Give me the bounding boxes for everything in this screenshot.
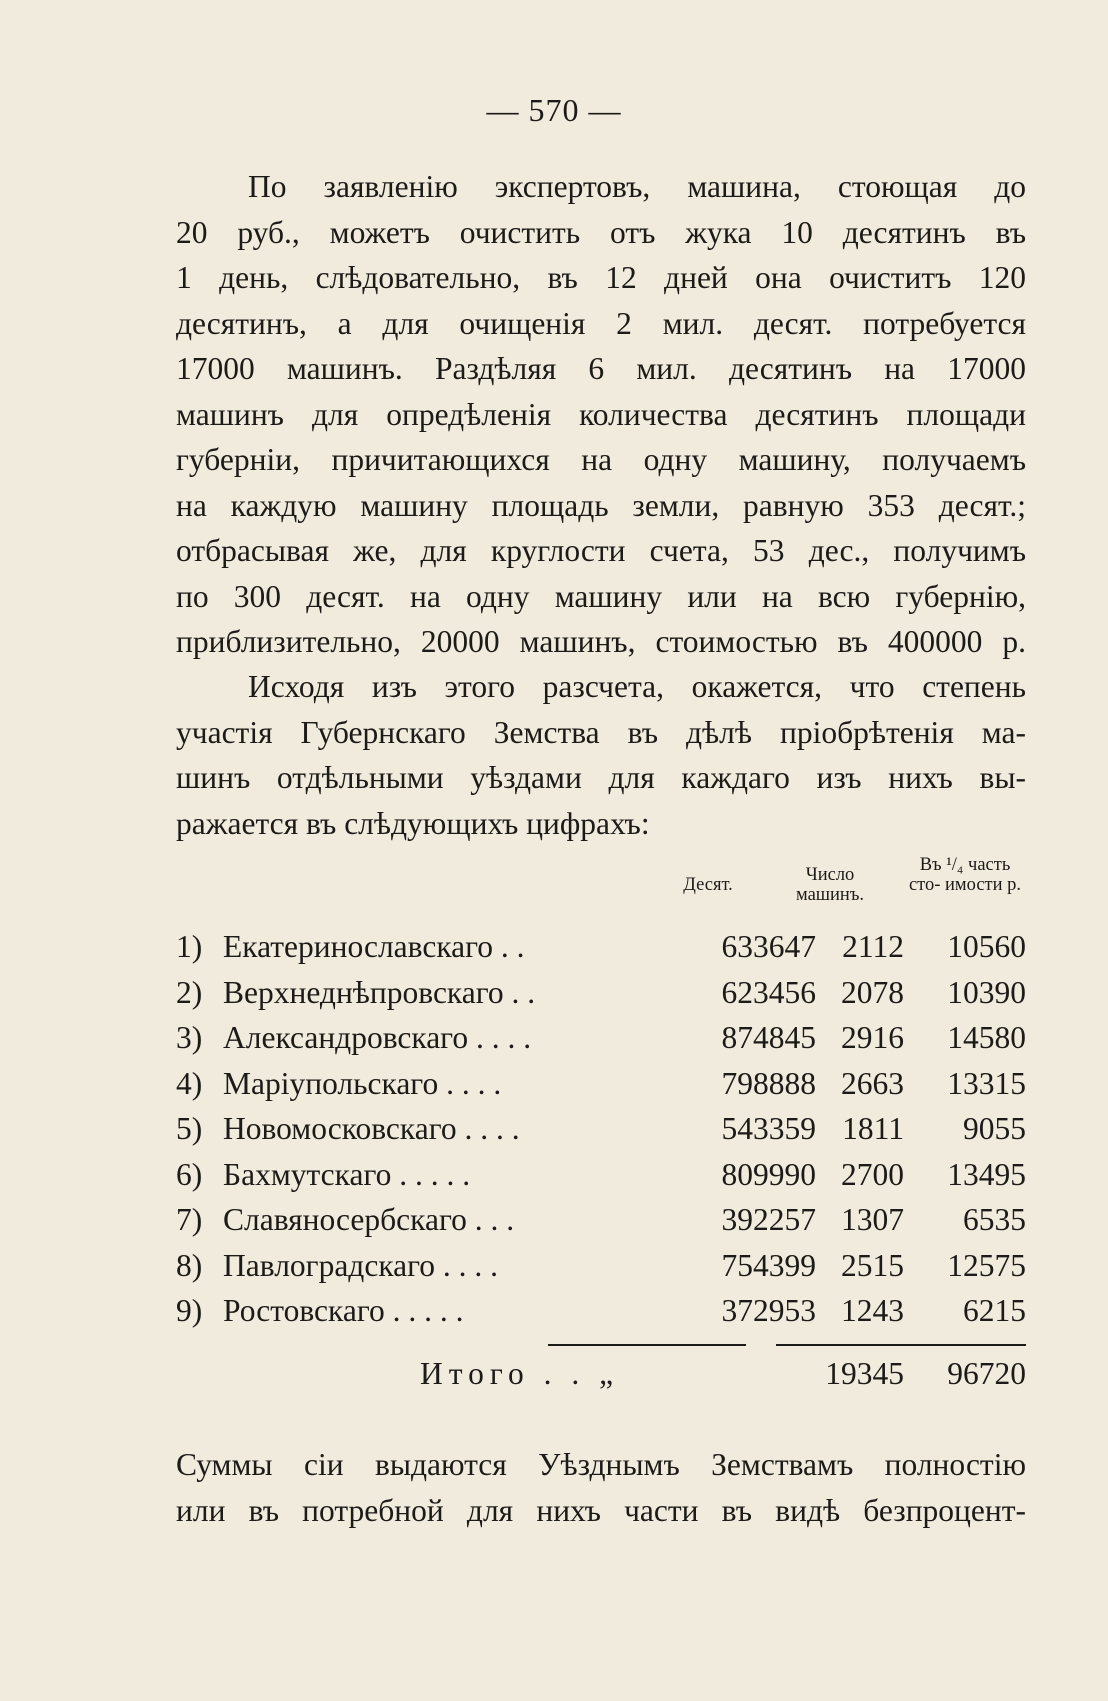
text-line: участія Губернскаго Земства въ дѣлѣ пріобрѣтенія ма-: [176, 714, 1026, 750]
row-index: 8): [176, 1247, 203, 1283]
text-line: Суммы сіи выдаются Уѣзднымъ Земствамъ полностію: [176, 1447, 1026, 1482]
machines-value: 2078: [841, 974, 904, 1010]
text-line: ражается въ слѣдующихъ цифрахъ:: [176, 805, 650, 841]
machines-value: 1307: [841, 1202, 904, 1237]
area-value: 372953: [721, 1293, 816, 1328]
table-row: [176, 1243, 1026, 1289]
district-name: Екатеринославскаго . .: [223, 929, 525, 964]
text-line: 17000 машинъ. Раздѣляя 6 мил. десятинъ на 17000: [176, 351, 1026, 386]
row-index: 6): [176, 1156, 203, 1192]
text-line: приблизительно, 20000 машинъ, стоимостью въ 400000 р.: [176, 624, 1026, 659]
district-name: Новомосковскаго . . . .: [223, 1111, 520, 1146]
district-name: Александровскаго . . . .: [223, 1020, 532, 1055]
machines-value: 2515: [841, 1247, 904, 1283]
area-value: 809990: [721, 1156, 816, 1192]
table-row: [176, 1061, 1026, 1107]
table-row: [176, 1197, 1026, 1243]
area-value: 754399: [721, 1247, 816, 1283]
machines-value: 2663: [841, 1065, 904, 1101]
machines-value: 1243: [841, 1293, 904, 1328]
row-index: 2): [176, 974, 203, 1010]
text-line: По заявленію экспертовъ, машина, стоющая до: [248, 169, 1026, 204]
cost-value: 6535: [963, 1202, 1026, 1237]
paragraph-1: [176, 164, 1026, 665]
table-row: [176, 1288, 1026, 1334]
machines-value: 2916: [841, 1020, 904, 1055]
row-index: 4): [176, 1065, 203, 1101]
paragraph-2: [176, 664, 1026, 846]
district-name: Павлоградскаго . . . .: [223, 1247, 499, 1283]
page-number: — 570 —: [486, 92, 622, 128]
district-name: Ростовскаго . . . . .: [223, 1293, 464, 1328]
text-line: на каждую машину площадь земли, равную 353 десят.;: [176, 487, 1026, 523]
cost-value: 6215: [963, 1293, 1026, 1328]
district-name: Бахмутскаго . . . . .: [223, 1156, 471, 1192]
area-value: 392257: [721, 1202, 816, 1237]
table-row: [176, 1106, 1026, 1152]
cost-value: 9055: [963, 1111, 1026, 1146]
column-header-cost: Въ ¹/₄ часть сто- имости р.: [908, 855, 1022, 895]
row-index: 9): [176, 1293, 203, 1328]
row-index: 7): [176, 1202, 203, 1237]
sum-total-rule: [776, 1344, 1026, 1346]
area-value: 874845: [721, 1020, 816, 1055]
cost-value: 13495: [947, 1156, 1026, 1192]
text-line: губерніи, причитающихся на одну машину, получаемъ: [176, 442, 1026, 477]
text-line: по 300 десят. на одну машину или на всю губернію,: [176, 578, 1026, 614]
cost-value: 12575: [947, 1247, 1026, 1283]
machines-value: 2700: [841, 1156, 904, 1192]
text-line: 1 день, слѣдовательно, въ 12 дней она очиститъ 120: [176, 260, 1026, 295]
text-line: отбрасывая же, для круглости счета, 53 дес., получимъ: [176, 533, 1026, 568]
total-row: [176, 1350, 1026, 1398]
column-header-machines: Число машинъ.: [795, 865, 865, 905]
row-index: 3): [176, 1020, 203, 1055]
total-machines: 19345: [825, 1356, 904, 1391]
area-value: 623456: [721, 974, 816, 1010]
table-row: [176, 970, 1026, 1016]
paragraph-3: [176, 1442, 1026, 1533]
district-name: Славяносербскаго . . .: [223, 1202, 515, 1237]
row-index: 5): [176, 1111, 203, 1146]
machines-value: 2112: [842, 929, 904, 964]
table-row: [176, 924, 1026, 970]
district-table: [176, 924, 1026, 1334]
total-label: Итого . . „: [420, 1356, 620, 1391]
district-name: Верхнеднѣпровскаго . .: [223, 974, 536, 1010]
table-row: [176, 1015, 1026, 1061]
cost-value: 13315: [947, 1065, 1026, 1101]
total-cost: 96720: [947, 1356, 1026, 1391]
area-value: 633647: [721, 929, 816, 964]
area-total-rule: [548, 1344, 746, 1346]
cost-value: 10560: [947, 929, 1026, 964]
text-line: шинъ отдѣльными уѣздами для каждаго изъ нихъ вы-: [176, 760, 1026, 795]
area-value: 543359: [721, 1111, 816, 1146]
text-line: 20 руб., можетъ очистить отъ жука 10 десятинъ въ: [176, 214, 1026, 250]
cost-value: 10390: [947, 974, 1026, 1010]
text-line: десятинъ, а для очищенія 2 мил. десят. потребуется: [176, 305, 1026, 341]
text-line: или въ потребной для нихъ части въ видѣ безпроцент-: [176, 1492, 1026, 1528]
text-line: Исходя изъ этого разсчета, окажется, что степень: [248, 669, 1026, 704]
table-row: [176, 1152, 1026, 1198]
text-line: машинъ для опредѣленія количества десятинъ площади: [176, 396, 1026, 432]
cost-value: 14580: [947, 1020, 1026, 1055]
machines-value: 1811: [842, 1111, 904, 1146]
area-value: 798888: [721, 1065, 816, 1101]
column-header-area: Десят.: [683, 875, 733, 895]
district-name: Маріупольскаго . . . .: [223, 1065, 502, 1101]
row-index: 1): [176, 929, 203, 964]
